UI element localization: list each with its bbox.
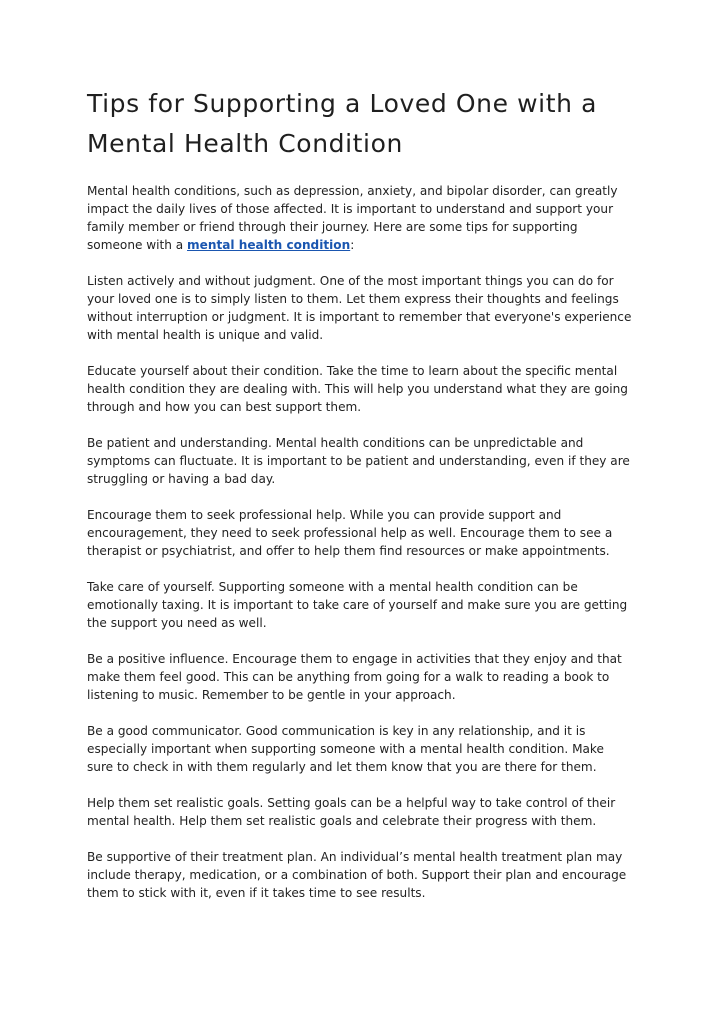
paragraph-educate-yourself: Educate yourself about their condition. Take the time to learn about the specific mental health condition they are dealing with. This will help you understand what they are going through and how you can best support them.	[87, 364, 628, 414]
paragraph-self-care: Take care of yourself. Supporting someone with a mental health condition can be emotionally taxing. It is important to take care of yourself and make sure you are getting the support you need as well.	[87, 580, 628, 630]
paragraph-positive-influence: Be a positive influence. Encourage them to engage in activities that they enjoy and that make them feel good. This can be anything from going for a walk to reading a book to listening to music. Remember to be gentle in your approach.	[87, 652, 622, 702]
paragraph-be-patient: Be patient and understanding. Mental health conditions can be unpredictable and symptoms can fluctuate. It is important to be patient and understanding, even if they are struggling or having a bad day.	[87, 436, 630, 486]
intro-text: Mental health conditions, such as depression, anxiety, and bipolar disorder, can greatly impact the daily lives of those affected. It is important to understand and support your family member or friend through their journey. Here are some tips for supporting someone with a	[87, 184, 618, 252]
paragraph-good-communicator: Be a good communicator. Good communication is key in any relationship, and it is especially important when supporting someone with a mental health condition. Make sure to check in with them regularly and let them know that you are there for them.	[87, 724, 604, 774]
intro-text-end: :	[350, 238, 355, 252]
paragraph-listen-actively: Listen actively and without judgment. One of the most important things you can do for your loved one is to simply listen to them. Let them express their thoughts and feelings without interruption or judgment. It is important to remember that everyone's experience with mental health is unique and valid.	[87, 274, 632, 342]
intro-paragraph	[87, 182, 632, 254]
mental-health-condition-link[interactable]: mental health condition	[187, 238, 351, 252]
paragraph-treatment-plan: Be supportive of their treatment plan. An individual’s mental health treatment plan may include therapy, medication, or a combination of both. Support their plan and encourage them to stick with it, even if it takes time to see results.	[87, 850, 627, 900]
page-title: Tips for Supporting a Loved One with a Mental Health Condition	[87, 89, 598, 158]
paragraph-realistic-goals: Help them set realistic goals. Setting goals can be a helpful way to take control of their mental health. Help them set realistic goals and celebrate their progress with them.	[87, 796, 616, 828]
document-page	[87, 84, 632, 920]
paragraph-professional-help: Encourage them to seek professional help. While you can provide support and encouragement, they need to seek professional help as well. Encourage them to see a therapist or psychiatrist, and offer to help them find resources or make appointments.	[87, 508, 613, 558]
